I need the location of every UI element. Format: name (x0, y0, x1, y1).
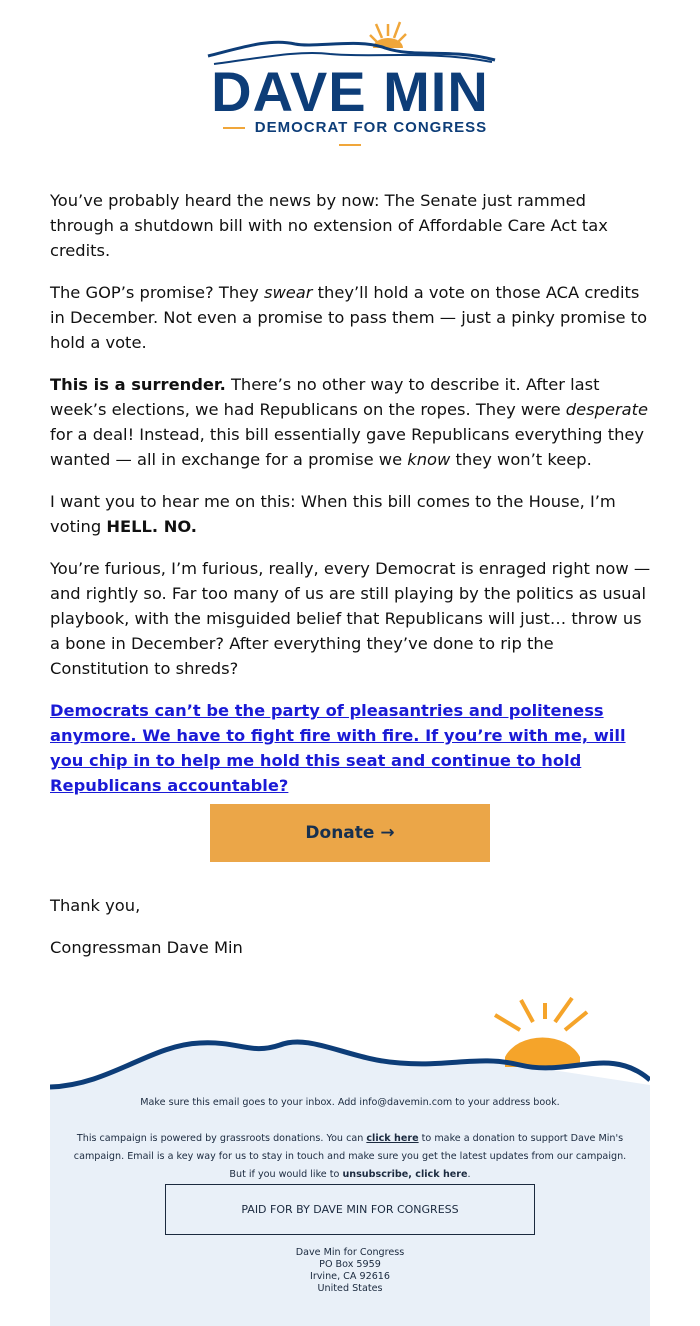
italic-text: desperate (565, 400, 649, 419)
paid-for-box: PAID FOR BY DAVE MIN FOR CONGRESS (165, 1184, 535, 1235)
address-line: PO Box 5959 (319, 1259, 381, 1270)
paragraph-text: The GOP’s promise? They (50, 283, 264, 302)
paragraph-text: You’re furious, I’m furious, really, every Democrat is enraged right now — and rightly so. Far too many of us are still playing by the politics as usual playbook, with the misguided belief that Republicans will just… throw us a bone in December? After everything they’ve done to rip the Constitution to shreds? (50, 559, 651, 678)
address-line: Dave Min for Congress (295, 1247, 405, 1258)
email-body (50, 188, 655, 815)
grassroots-text: to make a donation to support Dave Min's campaign. Email is a key way for us to stay in touch and make sure you get the latest updates from our campaign. But if you would like to (73, 1133, 627, 1180)
donate-click-here-link[interactable]: click here (366, 1133, 419, 1144)
grassroots-text: This campaign is powered by grassroots donations. You can (76, 1133, 367, 1144)
thanks-text: Thank you, (50, 896, 141, 915)
logo (200, 18, 500, 143)
bold-text: HELL. NO. (106, 517, 197, 536)
closing (50, 893, 243, 977)
bold-text: This is a surrender. (50, 375, 226, 394)
italic-text: know (407, 450, 451, 469)
grassroots-note (70, 1130, 630, 1184)
paragraph-text: There’s no other way to describe it. After last week’s elections, we had Republicans on the ropes. They were (50, 375, 600, 419)
body-paragraph (50, 188, 655, 263)
body-paragraph (50, 280, 655, 355)
body-paragraph (50, 489, 655, 539)
mailing-address (50, 1247, 650, 1295)
paragraph-text: I want you to hear me on this: When this bill comes to the House, I’m voting (50, 492, 616, 536)
cta-donation-link[interactable]: Democrats can’t be the party of pleasantries and politeness anymore. We have to fight fire with fire. If you’re with me, will you chip in to help me hold this seat and continue to hold Republicans accountable? (50, 701, 626, 795)
donate-button[interactable]: Donate → (210, 804, 490, 862)
body-paragraph (50, 556, 655, 681)
paragraph-text: for a deal! Instead, this bill essentially gave Republicans everything they wanted — all in exchange for a promise we (50, 425, 645, 469)
paragraph-text: they won’t keep. (450, 450, 592, 469)
address-line: United States (317, 1283, 383, 1294)
paragraph-text: You’ve probably heard the news by now: The Senate just rammed through a shutdown bill with no extension of Affordable Care Act tax credits. (50, 191, 608, 260)
paragraph-text: they’ll hold a vote on those ACA credits in December. Not even a promise to pass them — just a pinky promise to hold a vote. (50, 283, 648, 352)
logo-tagline: DEMOCRAT FOR CONGRESS (200, 119, 500, 153)
inbox-note: Make sure this email goes to your inbox. Add info@davemin.com to your address book. (140, 1097, 560, 1108)
address-line: Irvine, CA 92616 (309, 1271, 391, 1282)
grassroots-text: . (467, 1169, 471, 1180)
logo-name: DAVE MIN (211, 60, 489, 123)
signature: Congressman Dave Min (50, 938, 243, 957)
footer-wave-sun-icon (50, 995, 650, 1095)
unsubscribe-link[interactable]: unsubscribe, click here (342, 1169, 468, 1180)
body-paragraph (50, 372, 655, 472)
italic-text: swear (263, 283, 313, 302)
footer (50, 995, 650, 1326)
